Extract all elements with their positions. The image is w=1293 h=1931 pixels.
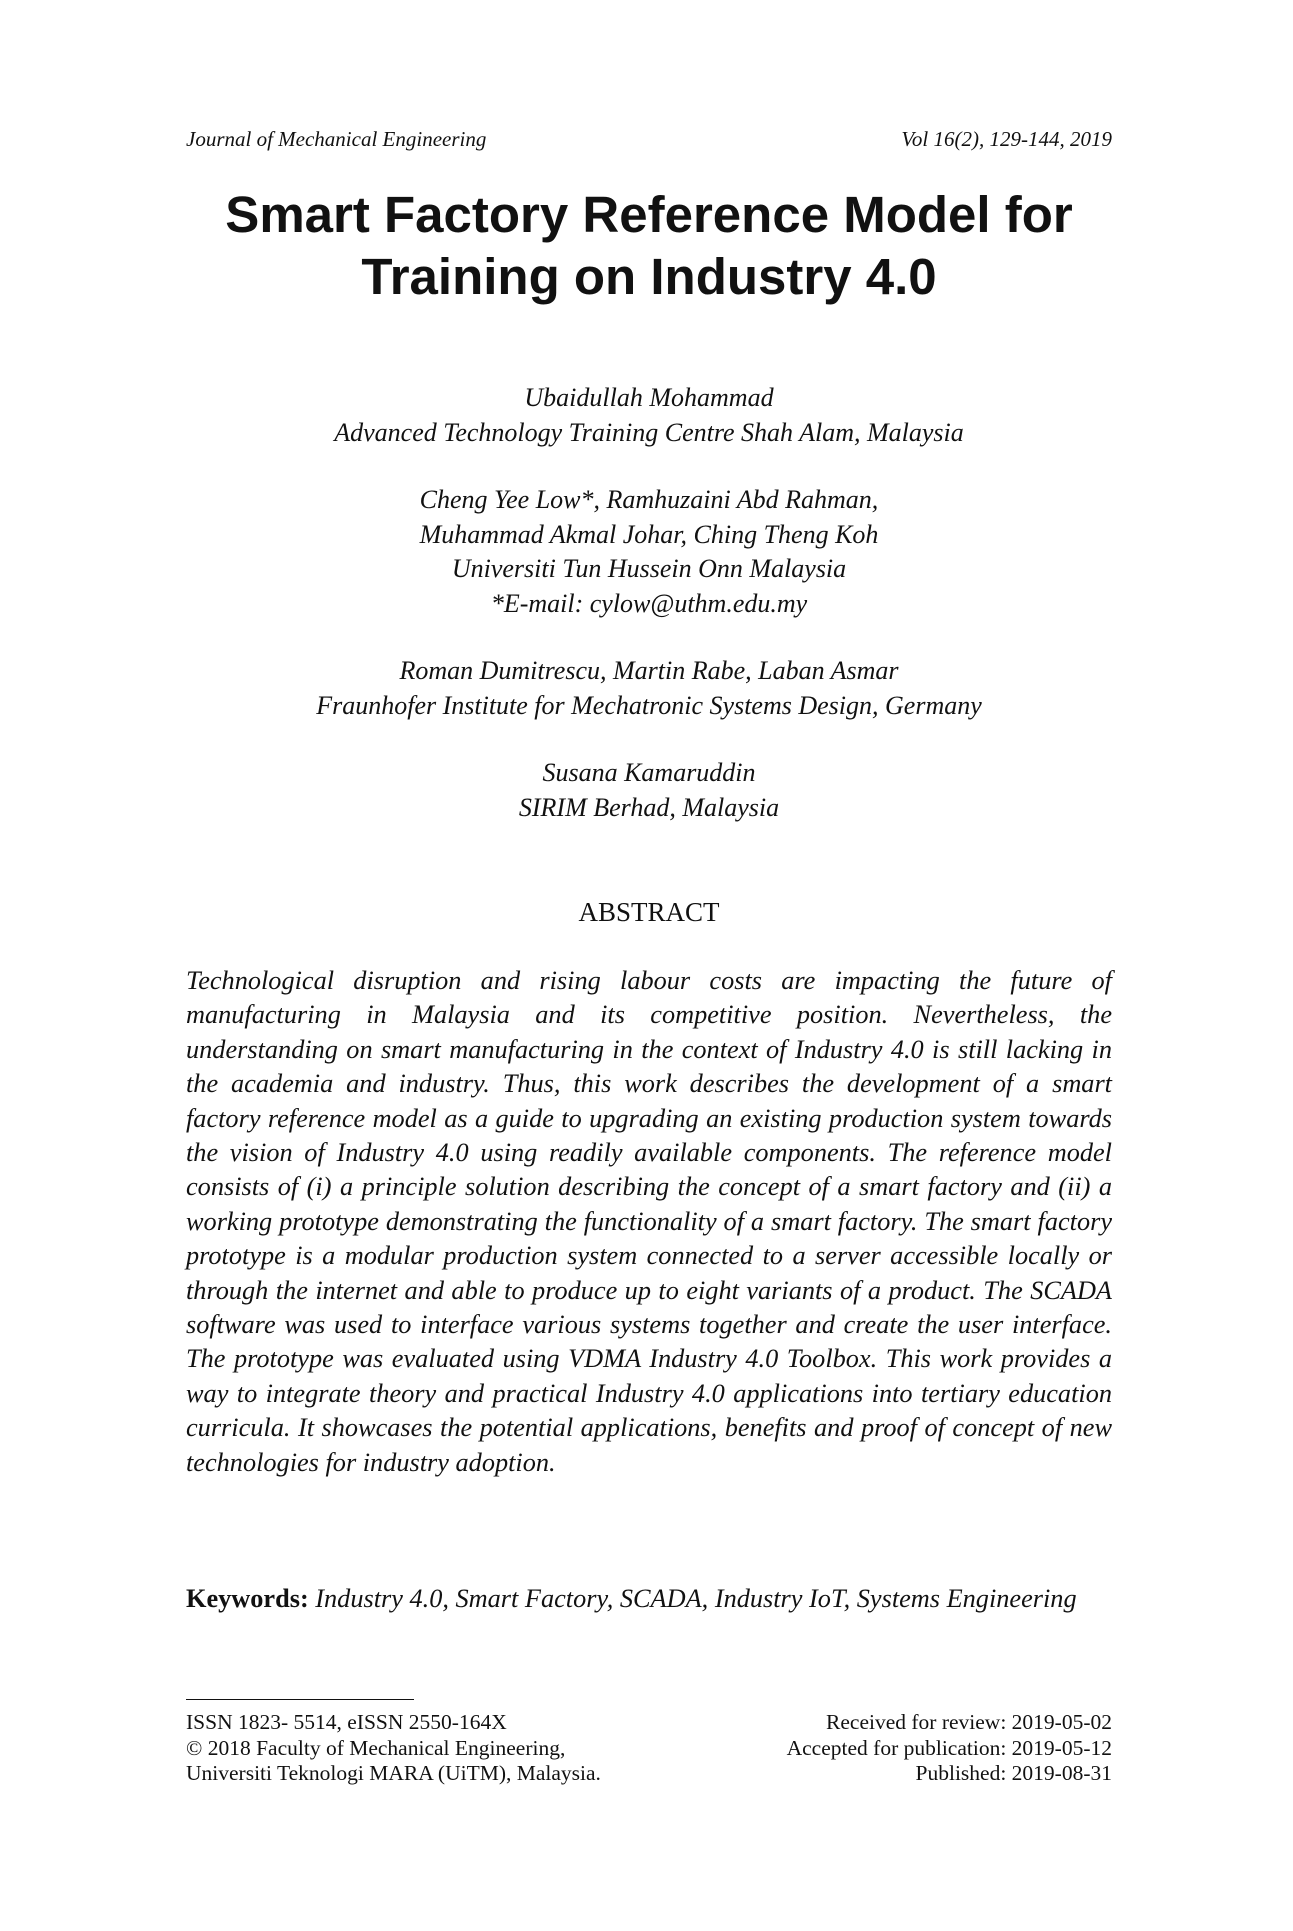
abstract-text: Technological disruption and rising labour costs are impacting the future of manufacturing in Malaysia and its competitive position. Nevertheless, the understanding on smart manufacturing in the context of Industry 4.0 is still lacking in the academia and industry. Thus, this work describes the development of a smart factory reference model as a guide to upgrading an existing production system towards the vision of Industry 4.0 using readily available components. The reference model consists of (i) a principle solution describing the concept of a smart factory and (ii) a working prototype demonstrating the functionality of a smart factory. The smart factory prototype is a modular production system connected to a server accessible locally or through the internet and able to produce up to eight variants of a product. The SCADA software was used to interface various systems together and create the user interface. The prototype was evaluated using VDMA Industry 4.0 Toolbox. This work provides a way to integrate theory and practical Industry 4.0 applications into tertiary education curricula. It showcases the potential applications, benefits and proof of concept of new technologies for industry adoption. bbox=[186, 966, 1112, 1477]
author-names: Ubaidullah Mohammad bbox=[524, 383, 774, 412]
author-names: Roman Dumitrescu, Martin Rabe, Laban Asmar bbox=[399, 656, 899, 685]
author-block bbox=[140, 381, 1158, 858]
publisher-line: Universiti Teknologi MARA (UiTM), Malaysia. bbox=[186, 1761, 601, 1785]
author-group-2 bbox=[140, 483, 1158, 621]
running-header bbox=[186, 126, 1112, 152]
keywords-label: Keywords: bbox=[186, 1584, 309, 1613]
keywords bbox=[186, 1582, 1112, 1616]
issn-copyright bbox=[186, 1710, 601, 1787]
published-date: Published: 2019-08-31 bbox=[915, 1761, 1112, 1785]
journal-name: Journal of Mechanical Engineering bbox=[186, 127, 487, 151]
keywords-list: Industry 4.0, Smart Factory, SCADA, Industry IoT, Systems Engineering bbox=[315, 1584, 1077, 1613]
author-names: Cheng Yee Low*, Ramhuzaini Abd Rahman, bbox=[419, 485, 879, 514]
author-affiliation: SIRIM Berhad, Malaysia bbox=[518, 792, 780, 822]
accepted-date: Accepted for publication: 2019-05-12 bbox=[786, 1735, 1112, 1760]
paper-title-line-1: Smart Factory Reference Model for bbox=[225, 186, 1073, 243]
copyright-line: © 2018 Faculty of Mechanical Engineering, bbox=[186, 1735, 566, 1760]
author-affiliation: Universiti Tun Hussein Onn Malaysia bbox=[451, 554, 847, 583]
author-group-1 bbox=[140, 381, 1158, 450]
author-affiliation: Advanced Technology Training Centre Shah Alam, Malaysia bbox=[334, 417, 964, 447]
footnote-divider bbox=[186, 1699, 414, 1700]
author-group-4 bbox=[140, 756, 1158, 825]
publication-footer bbox=[186, 1710, 1112, 1787]
abstract-heading: ABSTRACT bbox=[578, 897, 720, 927]
volume-info: Vol 16(2), 129-144, 2019 bbox=[901, 127, 1112, 151]
publication-dates bbox=[787, 1710, 1112, 1787]
author-affiliation: Fraunhofer Institute for Mechatronic Systems Design, Germany bbox=[316, 690, 982, 720]
received-date: Received for review: 2019-05-02 bbox=[826, 1710, 1112, 1734]
paper-title-line-2: Training on Industry 4.0 bbox=[361, 248, 937, 305]
author-names: Susana Kamaruddin bbox=[542, 758, 756, 787]
author-group-3 bbox=[140, 654, 1158, 723]
issn-line: ISSN 1823- 5514, eISSN 2550-164X bbox=[186, 1710, 507, 1734]
paper-title bbox=[140, 184, 1158, 308]
corresponding-email: *E-mail: cylow@uthm.edu.my bbox=[490, 588, 808, 618]
author-names: Muhammad Akmal Johar, Ching Theng Koh bbox=[419, 519, 879, 549]
